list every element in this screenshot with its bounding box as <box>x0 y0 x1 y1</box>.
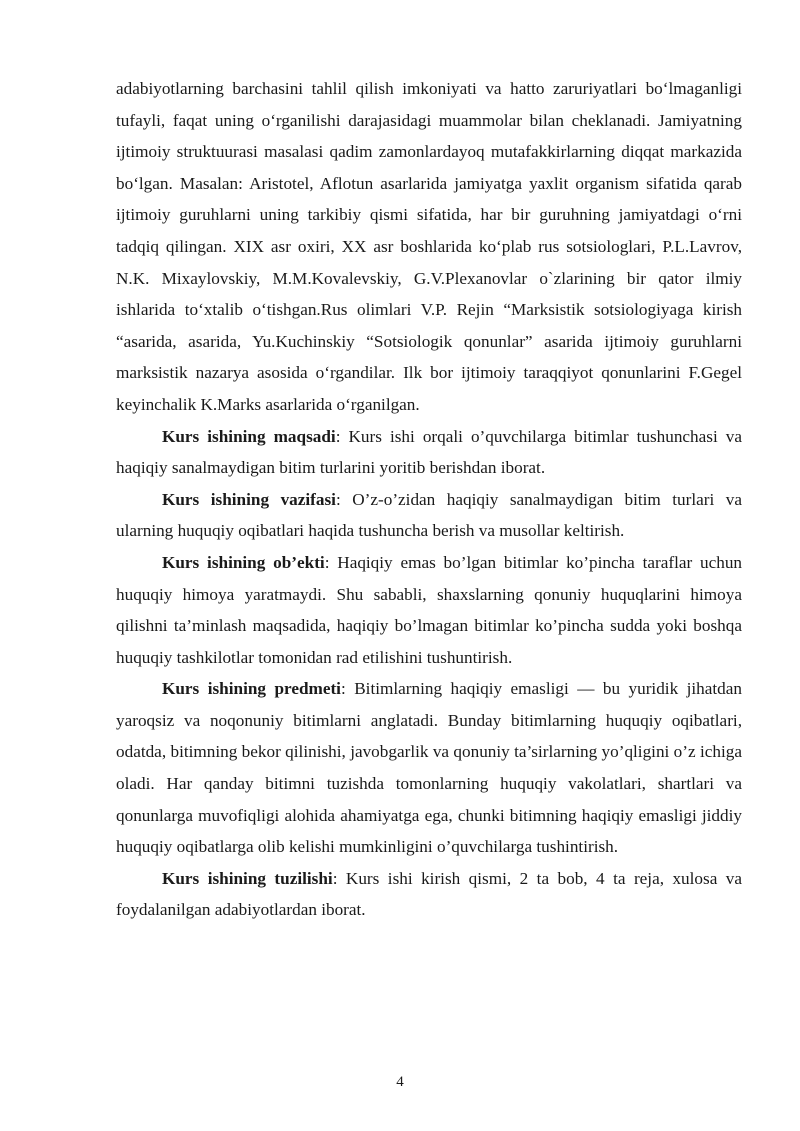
paragraph-structure <box>116 863 742 926</box>
paragraph-heading: Kurs ishining ob’ekti <box>162 552 325 572</box>
paragraph-heading: Kurs ishining maqsadi <box>162 426 336 446</box>
document-body <box>116 73 742 926</box>
paragraph-text: : Haqiqiy emas bo’lgan bitimlar ko’pincha taraflar uchun huquqiy himoya yaratmaydi. Shu sababli, shaxslarning qonuniy huquqlarini himoya qilishni ta’minlash maqsadida, haqiqiy bo’lmagan bitimlar ko’pincha sudda yoki boshqa huquqiy tashkilotlar tomonidan rad etilishini tushuntirish. <box>116 552 743 667</box>
paragraph-text: : Kurs ishi kirish qismi, 2 ta bob, 4 ta reja, xulosa va foydalanilgan adabiyotlardan iborat. <box>116 868 742 920</box>
paragraph-heading: Kurs ishining tuzilishi <box>162 868 333 888</box>
paragraph-text: : Kurs ishi orqali o’quvchilarga bitimlar tushunchasi va haqiqiy sanalmaydigan bitim turlarini yoritib berishdan iborat. <box>116 426 743 478</box>
paragraph-heading: Kurs ishining predmeti <box>162 679 341 699</box>
paragraph-text: : Bitimlarning haqiqiy emasligi — bu yuridik jihatdan yaroqsiz va noqonuniy bitimlarni anglatadi. Bunday bitimlarning huquqiy oqibatlari, odatda, bitimning bekor qilinishi, javobgarlik va qonuniy ta’sirlarning yo’qligini o’z ichiga oladi. Har qanday bitimni tuzishda tomonlarning huquqiy vakolatlari, shartlari va qonunlarga muvofiqligi alohida ahamiyatga ega, chunki bitimning haqiqiy emasligi jiddiy huquqiy oqibatlarga olib kelishi mumkinligini o’quvchilarga tushintirish. <box>116 679 742 857</box>
paragraph-subject <box>116 673 742 863</box>
page-number: 4 <box>396 1074 404 1090</box>
paragraph-task <box>116 484 742 547</box>
paragraph-goal <box>116 421 742 484</box>
paragraph-heading: Kurs ishining vazifasi <box>162 489 336 509</box>
paragraph-text: : O’z-o’zidan haqiqiy sanalmaydigan bitim turlari va ularning huquqiy oqibatlari haqida tushuncha berish va musollar keltirish. <box>116 489 743 541</box>
paragraph-intro <box>116 73 742 421</box>
paragraph-object <box>116 547 742 673</box>
paragraph-text: adabiyotlarning barchasini tahlil qilish imkoniyati va hatto zaruriyatlari bo‘lmaganligi tufayli, faqat uning o‘rganilishi darajasidagi muammolar bilan cheklanadi. Jamiyatning ijtimoiy struktuurasi masalasi qadim zamonlardayoq mutafakkirlarning diqqat markazida bo‘lgan. Masalan: Aristotel, Aflotun asarlarida jamiyatga yaxlit organism sifatida qarab ijtimoiy guruhlarni uning tarkibiy qismi sifatida, har bir guruhning jamiyatdagi o‘rni tadqiq qilingan. XIX asr oxiri, XX asr boshlarida ko‘plab rus sotsiologlari, P.L.Lavrov, N.K. Mixaylovskiy, M.M.Kovalevskiy, G.V.Plexanovlar o`zlarining bir qator ilmiy ishlarida to‘xtalib o‘tishgan.Rus olimlari V.P. Rejin “Marksistik sotsiologiyaga kirish “asarida, asarida, Yu.Kuchinskiy “Sotsiologik qonunlar” asarida ijtimoiy guruhlarni marksistik nazarya asosida o‘rgandilar. Ilk bor ijtimoiy taraqqiyot qonunlarini F.Gegel keyinchalik K.Marks asarlarida o‘rganilgan. <box>116 79 742 414</box>
